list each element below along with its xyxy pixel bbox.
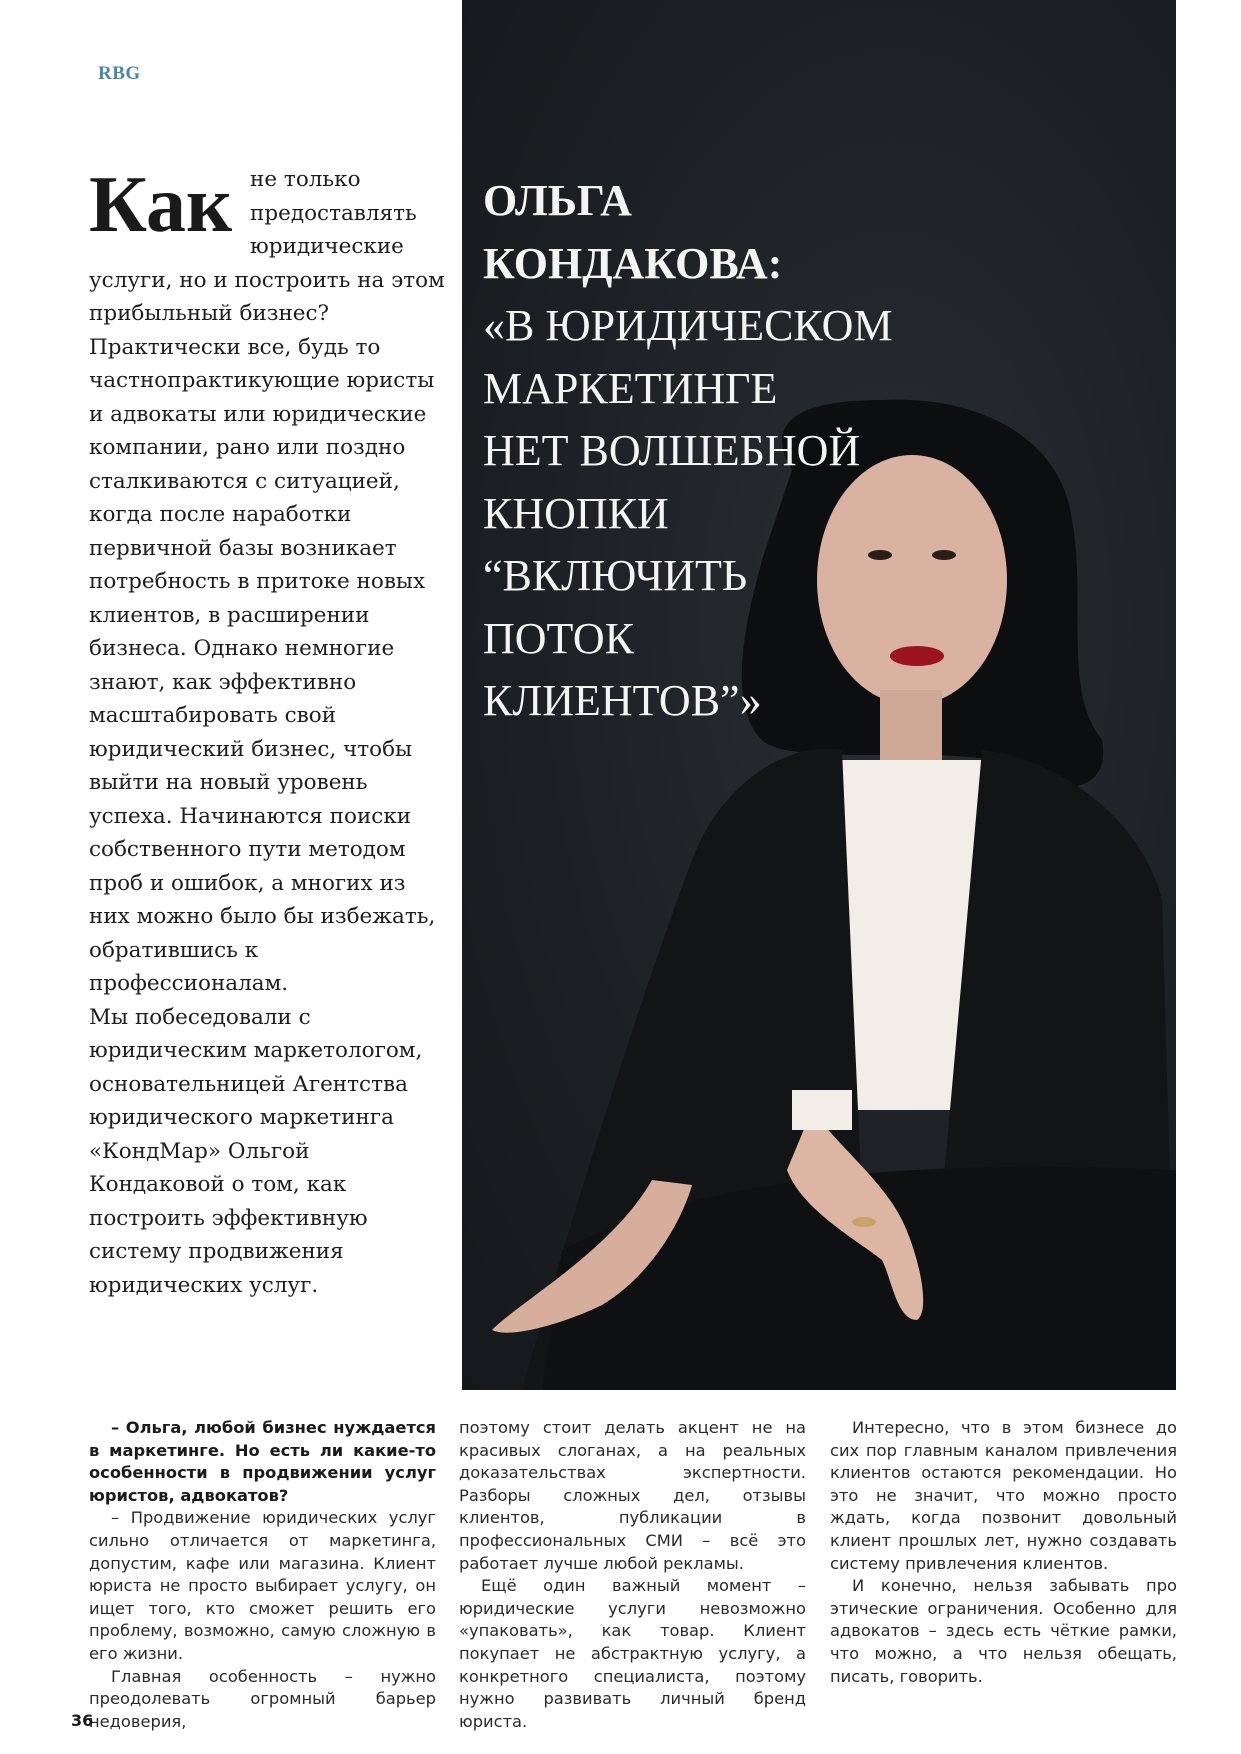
dropcap: Как [89,161,233,249]
paragraph: Ещё один важный момент – юридические услуги невозможно «упаковать», как товар. Клиент покупает не абстрактную услугу, а конкретного специалиста, поэтому нужно развивать личный бренд юриста. [459,1576,806,1731]
brand-label: RBG [98,63,141,84]
paragraph: – Продвижение юридических услуг сильно отличается от маркетинга, допустим, кафе или магазина. Клиент юриста не просто выбирает услугу, он ищет того, кто сможет решить его проблему, возможно, самую сложную в его жизни. [89,1508,436,1663]
headline-name-2: КОНДАКОВА: [483,238,783,288]
article-columns [89,1417,1179,1731]
intro-paragraph: не только предоставлять юридические услуги, но и построить на этом прибыльный бизнес? Практически все, будь то частнопрактикующие юристы и адвокаты или юридические компании, рано или поздно сталкиваются с ситуацией, когда после наработки первичной базы возникает потребность в притоке новых клиентов, в расширении бизнеса. Однако немногие знают, как эффективно масштабировать свой юридический бизнес, чтобы выйти на новый уровень успеха. Начинаются поиски собственного пути методом проб и ошибок, а многих из них можно было бы избежать, обратившись к профессионалам. [89,167,445,996]
paragraph: Интересно, что в этом бизнесе до сих пор главным каналом привлечения клиентов остаются рекомендации. Но это не значит, что можно просто ждать, когда позвонит довольный клиент прошлых лет, нужно создавать систему привлечения клиентов. [830,1418,1177,1573]
headline-quote-line: “ВКЛЮЧИТЬ [483,551,748,600]
headline-quote-line: МАРКЕТИНГЕ [483,363,778,413]
headline-quote-line: КЛИЕНТОВ”» [483,676,762,725]
headline-name-1: ОЛЬГА [483,176,632,225]
column-2 [459,1417,806,1733]
headline [483,170,1043,733]
column-1 [89,1417,436,1733]
paragraph: И конечно, нельзя забывать про этические ограничения. Особенно для адвокатов – здесь есть чёткие рамки, что можно, а что нельзя обещать, писать, говорить. [830,1576,1177,1686]
headline-quote-line: КНОПКИ [483,488,669,538]
headline-quote-line: НЕТ ВОЛШЕБНОЙ [483,426,861,475]
headline-quote-line: «В ЮРИДИЧЕСКОМ [483,301,893,350]
column-3 [830,1417,1177,1688]
portrait-photo [462,0,1176,1390]
intro-paragraph-2: Мы побеседовали с юридическим маркетологом, основательницей Агентства юридического маркетинга «КондМар» Ольгой Кондаковой о том, как построить эффективную систему продвижения юридических услуг. [89,1004,423,1298]
headline-quote-line: ПОТОК [483,613,634,663]
paragraph: поэтому стоит делать акцент не на красивых слоганах, а на реальных доказательствах экспертности. Разборы сложных дел, отзывы клиентов, публикации в профессиональных СМИ – всё это работает лучше любой рекламы. [459,1418,806,1573]
page-number: 36 [71,1711,94,1730]
intro-text [89,163,447,1302]
paragraph: Главная особенность – нужно преодолевать огромный барьер недоверия, [89,1666,436,1731]
interview-question: – Ольга, любой бизнес нуждается в маркетинге. Но есть ли какие-то особенности в продвижении услуг юристов, адвокатов? [89,1418,436,1505]
